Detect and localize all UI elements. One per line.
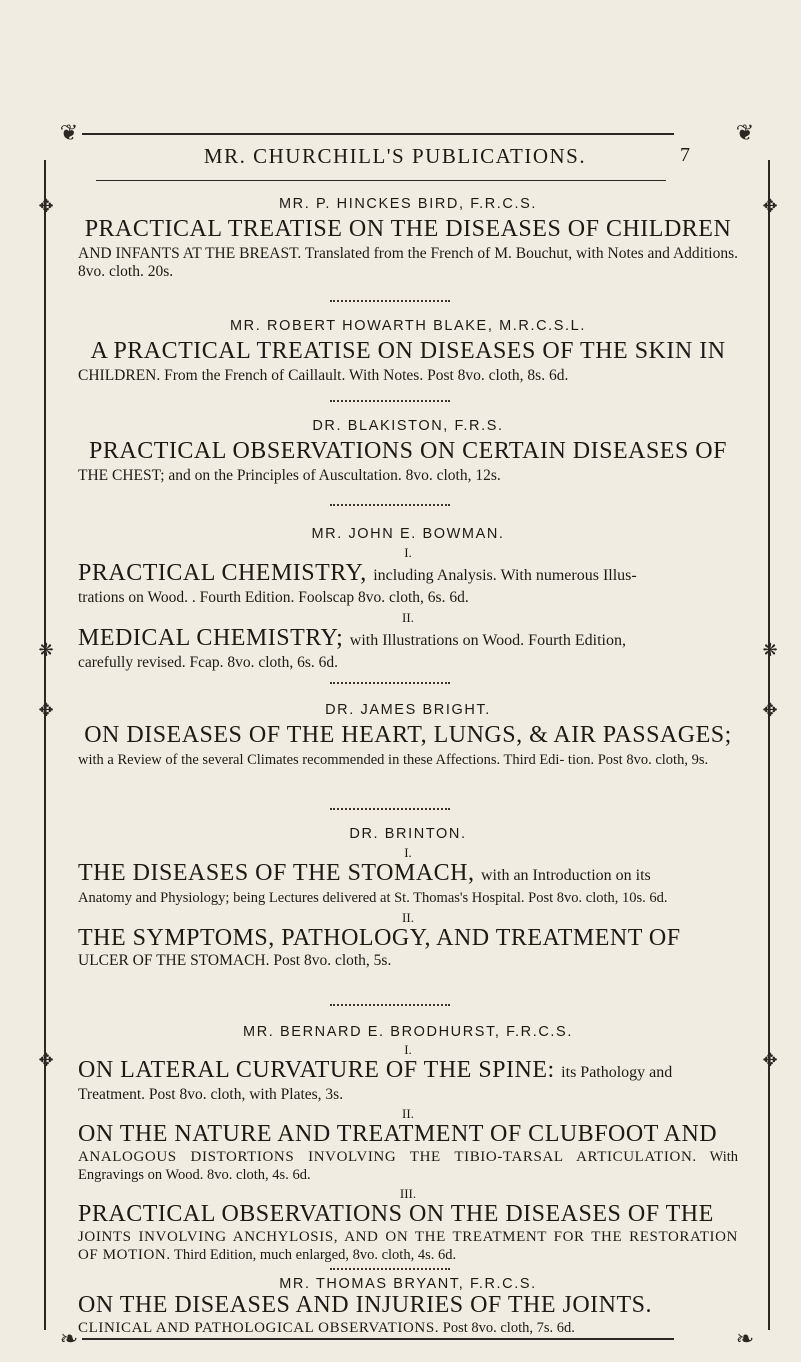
fleuron-icon: ✥ <box>762 1050 778 1071</box>
work-number: I. <box>404 1042 412 1057</box>
book-title-continuation: with an Introduction on its <box>481 867 651 884</box>
book-description: Anatomy and Physiology; being Lectures delivered at St. Thomas's Hospital. Post 8vo. cloth, 10s. 6d. <box>78 890 668 906</box>
book-title-main: ON LATERAL CURVATURE OF THE SPINE: <box>78 1057 555 1083</box>
book-title: ON THE DISEASES AND INJURIES OF THE JOINTS. <box>78 1292 652 1318</box>
fleuron-icon: ✥ <box>38 700 54 721</box>
book-description: trations on Wood. . Fourth Edition. Foolscap 8vo. cloth, 6s. 6d. <box>78 589 469 606</box>
book-description: AND INFANTS AT THE BREAST. Translated from the French of M. Bouchut, with Notes and Additions. 8vo. cloth. 20s. <box>78 245 738 280</box>
book-title-main: MEDICAL CHEMISTRY; <box>78 625 344 651</box>
divider <box>330 296 450 302</box>
book-title: A PRACTICAL TREATISE ON DISEASES OF THE SKIN IN <box>90 338 726 364</box>
book-description <box>78 1148 738 1184</box>
book-description: THE CHEST; and on the Principles of Auscultation. 8vo. cloth, 12s. <box>78 467 501 484</box>
header-rule <box>96 180 666 181</box>
book-details: Post 8vo. cloth, 7s. 6d. <box>442 1320 575 1336</box>
author-name: DR. JAMES BRIGHT. <box>325 702 491 718</box>
entry-bowman <box>78 526 738 672</box>
book-title-continuation: its Pathology and <box>561 1064 673 1081</box>
book-title: THE SYMPTOMS, PATHOLOGY, AND TREATMENT OF <box>78 925 681 951</box>
work-number: II. <box>402 610 414 625</box>
author-name: MR. ROBERT HOWARTH BLAKE, M.R.C.S.L. <box>230 318 586 334</box>
book-title <box>78 860 738 889</box>
author-name: MR. P. HINCKES BIRD, F.R.C.S. <box>278 196 538 212</box>
book-subtitle: ANALOGOUS DISTORTIONS INVOLVING THE TIBIO-TARSAL ARTICULATION. <box>78 1149 697 1165</box>
author-name: DR. BLAKISTON, F.R.S. <box>312 418 504 434</box>
work-number: I. <box>404 545 412 560</box>
entry-bryant <box>78 1276 738 1337</box>
page-number: 7 <box>680 144 690 166</box>
book-title: PRACTICAL OBSERVATIONS ON THE DISEASES OF THE <box>78 1201 714 1227</box>
book-title: PRACTICAL OBSERVATIONS ON CERTAIN DISEASES OF <box>89 438 727 464</box>
book-subtitle: CLINICAL AND PATHOLOGICAL OBSERVATIONS. <box>78 1320 440 1336</box>
floral-corner-icon: ❧ <box>59 1327 79 1352</box>
book-description: Treatment. Post 8vo. cloth, with Plates, 3s. <box>78 1086 344 1103</box>
book-description: carefully revised. Fcap. 8vo. cloth, 6s. 6d. <box>78 654 338 671</box>
work-number: II. <box>402 910 414 925</box>
book-details: With Engravings on Wood. 8vo. cloth, 4s. 6d. <box>78 1149 739 1183</box>
work-number: III. <box>399 1186 417 1201</box>
book-description: CHILDREN. From the French of Caillault. With Notes. Post 8vo. cloth, 8s. 6d. <box>78 367 569 384</box>
fleuron-icon: ✥ <box>38 196 54 217</box>
fleuron-icon: ❋ <box>762 640 778 661</box>
entry-brinton <box>78 826 738 970</box>
entry-blake <box>78 318 738 385</box>
author-name: MR. JOHN E. BOWMAN. <box>311 526 505 542</box>
author-name: MR. THOMAS BRYANT, F.R.C.S. <box>279 1276 537 1292</box>
frame-left-rule <box>44 160 46 1330</box>
book-description <box>78 1319 738 1337</box>
fleuron-icon: ✥ <box>38 1050 54 1071</box>
book-title-main: THE DISEASES OF THE STOMACH, <box>78 860 475 886</box>
book-details: Third Edition, much enlarged, 8vo. cloth, 4s. 6d. <box>174 1247 457 1263</box>
floral-corner-icon: ❧ <box>735 1327 755 1352</box>
frame-right-rule <box>768 160 770 1330</box>
work-number: II. <box>402 1106 414 1121</box>
book-title: ON THE NATURE AND TREATMENT OF CLUBFOOT AND <box>78 1121 718 1147</box>
floral-corner-icon: ❦ <box>735 121 755 146</box>
entry-bright <box>78 702 738 769</box>
book-title: ON DISEASES OF THE HEART, LUNGS, & AIR PASSAGES; <box>84 722 732 748</box>
fleuron-icon: ❋ <box>38 640 54 661</box>
book-title-main: PRACTICAL CHEMISTRY, <box>78 560 367 586</box>
author-name: DR. BRINTON. <box>349 826 467 842</box>
book-title: PRACTICAL TREATISE ON THE DISEASES OF CHILDREN <box>84 216 732 242</box>
book-description: with a Review of the several Climates recommended in these Affections. Third Edi- tion. Post 8vo. cloth, 9s. <box>78 752 709 768</box>
book-subtitle: JOINTS INVOLVING ANCHYLOSIS, AND ON THE TREATMENT FOR THE RESTORATION OF MOTION. <box>78 1229 738 1263</box>
divider <box>330 500 450 506</box>
divider <box>330 804 450 810</box>
running-title: MR. CHURCHILL'S PUBLICATIONS. <box>203 144 587 168</box>
floral-corner-icon: ❦ <box>59 121 79 146</box>
book-title-continuation: with Illustrations on Wood. Fourth Edition, <box>349 632 626 649</box>
author-name: MR. BERNARD E. BRODHURST, F.R.C.S. <box>243 1024 573 1040</box>
book-title <box>78 560 738 589</box>
frame-top-rule <box>82 133 674 135</box>
book-title-continuation: including Analysis. With numerous Illus- <box>373 567 637 584</box>
fleuron-icon: ✥ <box>762 196 778 217</box>
entry-blakiston <box>78 418 738 485</box>
book-description: ULCER OF THE STOMACH. Post 8vo. cloth, 5s. <box>78 952 392 969</box>
divider <box>330 1000 450 1006</box>
fleuron-icon: ✥ <box>762 700 778 721</box>
book-title <box>78 625 738 654</box>
book-description <box>78 1228 738 1264</box>
book-title <box>78 1057 738 1086</box>
divider <box>330 1264 450 1270</box>
running-header <box>100 144 690 174</box>
work-number: I. <box>404 845 412 860</box>
divider <box>330 678 450 684</box>
frame-bottom-rule <box>82 1338 674 1340</box>
entry-hinckes-bird <box>78 196 738 281</box>
divider <box>330 396 450 402</box>
entry-brodhurst <box>78 1024 738 1264</box>
